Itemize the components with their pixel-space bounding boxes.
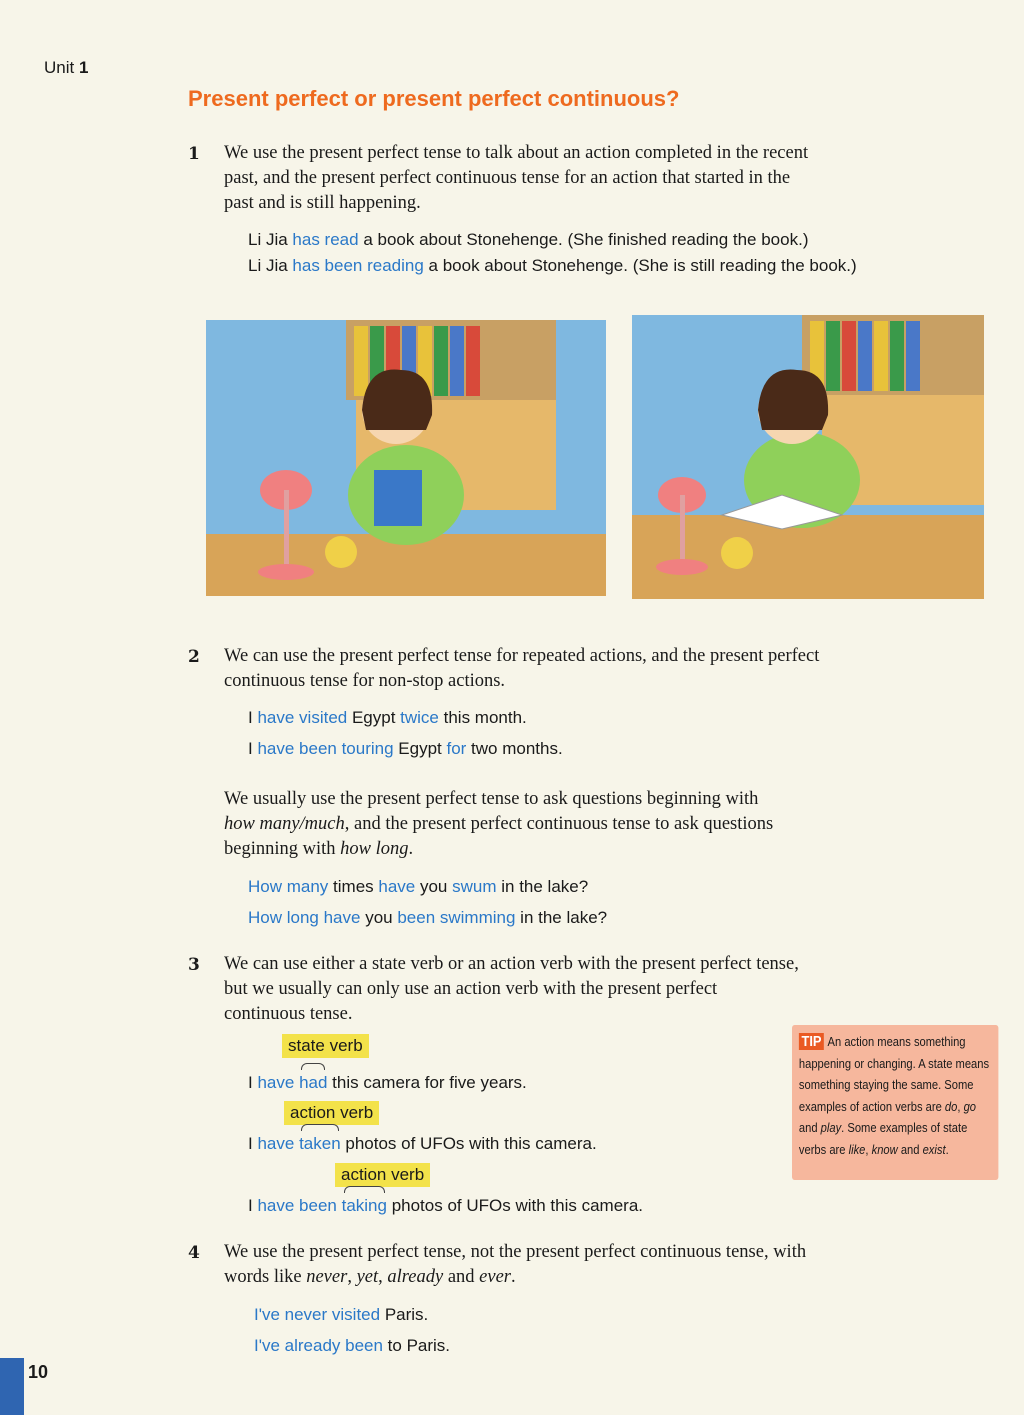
example-text: this camera for five years.	[327, 1073, 527, 1092]
example-text: in the lake?	[515, 908, 608, 927]
example-2a	[248, 705, 527, 731]
section-2-text	[224, 644, 1004, 694]
section-2-questions-text	[224, 787, 1004, 862]
example-text: Egypt	[347, 708, 401, 727]
bookshelf-books-icon	[810, 321, 920, 391]
example-verb-braced: taken	[299, 1131, 341, 1157]
example-verb-braced: taking	[342, 1193, 387, 1219]
example-text: I	[248, 1073, 258, 1092]
section-2-line: We can use the present perfect tense for repeated actions, and the present perfect	[224, 646, 820, 666]
tip-text: . Some examples of state verbs are	[798, 1120, 968, 1157]
example-text: Egypt	[393, 739, 447, 758]
section-2-line: continuous tense for non-stop actions.	[224, 671, 506, 691]
line-text: beginning with	[224, 839, 341, 859]
example-verb: have	[257, 1134, 295, 1153]
italic-word: yet	[356, 1267, 379, 1287]
example-text: Li Jia	[248, 230, 293, 249]
section-2-line	[224, 812, 1004, 837]
section-number-1: 1	[188, 144, 200, 164]
section-2-line: We usually use the present perfect tense to ask questions beginning with	[224, 789, 759, 809]
example-text: times	[328, 877, 379, 896]
illustration-girl-reading-book	[632, 315, 984, 599]
tip-text: .	[945, 1141, 949, 1157]
section-2-line	[224, 837, 1004, 862]
section-3-line: but we usually can only use an action verb with the present perfect	[224, 979, 718, 999]
example-verb-braced: had	[299, 1070, 327, 1096]
example-text: I	[248, 1134, 258, 1153]
tip-example: do	[944, 1098, 958, 1114]
example-text: photos of UFOs with this camera.	[340, 1134, 597, 1153]
line-text: ,	[378, 1267, 388, 1287]
example-text: two months.	[466, 739, 563, 758]
tip-box	[792, 1025, 998, 1180]
italic-word: already	[387, 1267, 444, 1287]
section-number-2: 2	[188, 647, 200, 667]
section-4-line: We use the present perfect tense, not the present perfect continuous tense, with	[224, 1242, 807, 1262]
page-number: 10	[28, 1362, 49, 1382]
tip-text: An action means something happening or changing. A state means something staying the same. Some examples of action verbs are	[798, 1034, 990, 1114]
example-verb: have	[257, 1073, 295, 1092]
tip-example: know	[871, 1141, 898, 1157]
line-text: .	[511, 1267, 516, 1287]
section-4-line	[224, 1265, 1004, 1290]
tip-text: and	[897, 1141, 923, 1157]
example-3b	[248, 1131, 597, 1157]
section-3-line: We can use either a state verb or an action verb with the present perfect tense,	[224, 954, 799, 974]
example-verb: swum	[452, 877, 497, 896]
example-verb: have been	[257, 1196, 337, 1215]
alarm-clock-icon	[325, 536, 357, 568]
illustration-girl-finished-book	[206, 320, 606, 596]
example-text: to Paris.	[382, 1336, 451, 1355]
page-number-tab	[0, 1358, 24, 1415]
question-2	[248, 905, 607, 931]
label-action-verb: action verb	[335, 1163, 430, 1187]
tip-example: play	[820, 1120, 842, 1135]
example-keyword: How long have	[248, 908, 361, 927]
example-text: in the lake?	[496, 877, 589, 896]
example-text: I	[248, 1196, 258, 1215]
section-number-4: 4	[188, 1243, 200, 1263]
example-text: I	[248, 708, 258, 727]
example-keyword: twice	[400, 708, 439, 727]
tip-text: ,	[957, 1098, 964, 1114]
example-verb: I've already been	[254, 1336, 383, 1355]
example-2b	[248, 736, 563, 762]
example-text: you	[415, 877, 453, 896]
example-text: I	[248, 739, 258, 758]
section-3-line: continuous tense.	[224, 1004, 353, 1024]
line-text: and	[443, 1267, 480, 1287]
tip-text: and	[798, 1120, 821, 1135]
line-text: ,	[347, 1267, 357, 1287]
example-3c	[248, 1193, 643, 1219]
section-number-3: 3	[188, 955, 200, 975]
example-4b	[254, 1333, 450, 1359]
question-1	[248, 874, 588, 900]
tip-example: exist	[922, 1141, 946, 1157]
tip-example: go	[963, 1098, 977, 1114]
example-verb: has read	[292, 230, 359, 249]
unit-word: Unit	[44, 58, 75, 77]
section-1-text	[224, 141, 1004, 216]
example-verb: has been reading	[292, 256, 424, 275]
example-text: Paris.	[380, 1305, 429, 1324]
tip-text: ,	[865, 1141, 872, 1157]
italic-phrase: how long	[340, 839, 409, 859]
page-title: Present perfect or present perfect continuous?	[188, 86, 680, 111]
section-4-text	[224, 1240, 1004, 1290]
line-text: .	[408, 839, 414, 859]
example-text: Li Jia	[248, 256, 293, 275]
label-state-verb: state verb	[282, 1034, 369, 1058]
example-keyword: How many	[248, 877, 329, 896]
example-verb: been swimming	[397, 908, 516, 927]
example-text: photos of UFOs with this camera.	[386, 1196, 644, 1215]
italic-word: ever	[479, 1267, 512, 1287]
example-1a	[248, 227, 808, 253]
unit-label	[44, 58, 88, 78]
italic-word: never	[306, 1267, 348, 1287]
example-text: a book about Stonehenge. (She is still reading the book.)	[423, 256, 857, 275]
section-1-line: We use the present perfect tense to talk about an action completed in the recent	[224, 143, 809, 163]
tip-example: like	[848, 1141, 866, 1157]
line-text: words like	[224, 1267, 307, 1287]
line-text: , and the present perfect continuous tense to ask questions	[344, 814, 774, 834]
example-verb: have visited	[257, 708, 348, 727]
section-1-line: past and is still happening.	[224, 193, 421, 213]
example-text: you	[360, 908, 398, 927]
example-keyword: for	[446, 739, 467, 758]
unit-number: 1	[78, 58, 89, 77]
tip-label: TIP	[799, 1033, 824, 1050]
section-1-line: past, and the present perfect continuous tense for an action that started in the	[224, 168, 791, 188]
example-verb: I've never visited	[254, 1305, 381, 1324]
example-4a	[254, 1302, 428, 1328]
example-verb: have been touring	[257, 739, 394, 758]
example-text: this month.	[438, 708, 527, 727]
alarm-clock-icon	[721, 537, 753, 569]
label-action-verb: action verb	[284, 1101, 379, 1125]
example-3a	[248, 1070, 527, 1096]
example-1b	[248, 253, 857, 279]
example-verb: have	[378, 877, 416, 896]
italic-phrase: how many/much	[224, 814, 345, 834]
section-3-text	[224, 952, 994, 1027]
example-text: a book about Stonehenge. (She finished reading the book.)	[358, 230, 809, 249]
